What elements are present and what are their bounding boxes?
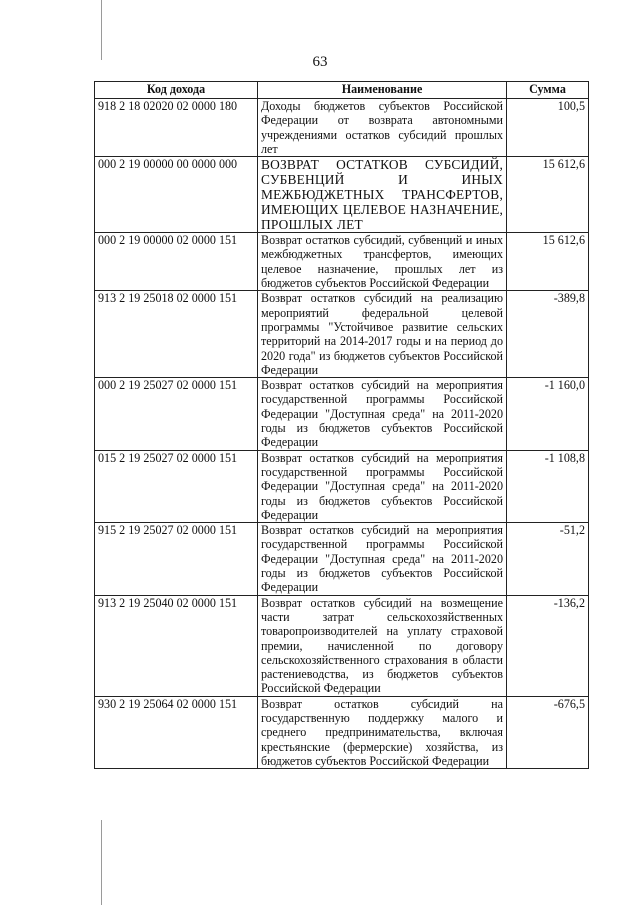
income-code-cell: 913 2 19 25040 02 0000 151 <box>95 595 258 696</box>
income-name-cell: ВОЗВРАТ ОСТАТКОВ СУБСИДИЙ, СУБВЕНЦИЙ И ИНЫХ МЕЖБЮДЖЕТНЫХ ТРАНСФЕРТОВ, ИМЕЮЩИХ ЦЕЛЕВОЕ НАЗНАЧЕНИЕ, ПРОШЛЫХ ЛЕТ <box>258 157 507 233</box>
income-name-cell: Возврат остатков субсидий на возмещение части затрат сельскохозяйственных товаропроизводителей на уплату страховой премии, начисленной по договору сельскохозяйственного страхования в области растениеводства, из бюджетов субъектов Российской Федерации <box>258 595 507 696</box>
income-name-cell: Возврат остатков субсидий на мероприятия государственной программы Российской Федерации "Доступная среда" на 2011-2020 годы из бюджетов субъектов Российской Федерации <box>258 378 507 450</box>
income-table <box>94 81 589 769</box>
income-sum-cell: -389,8 <box>507 291 589 378</box>
header-name: Наименование <box>258 82 507 99</box>
income-sum-cell: 15 612,6 <box>507 157 589 233</box>
income-code-cell: 930 2 19 25064 02 0000 151 <box>95 696 258 768</box>
scan-margin-mark <box>101 0 102 60</box>
income-sum-cell: -136,2 <box>507 595 589 696</box>
income-name-cell: Возврат остатков субсидий, субвенций и иных межбюджетных трансфертов, имеющих целевое назначение, прошлых лет из бюджетов субъектов Российской Федерации <box>258 233 507 291</box>
table-row <box>95 291 589 378</box>
table-row <box>95 450 589 522</box>
table-row <box>95 99 589 157</box>
income-name-cell: Возврат остатков субсидий на государственную поддержку малого и среднего предпринимательства, включая крестьянские (фермерские) хозяйства, из бюджетов субъектов Российской Федерации <box>258 696 507 768</box>
income-code-cell: 918 2 18 02020 02 0000 180 <box>95 99 258 157</box>
scan-margin-mark <box>101 820 102 905</box>
table-row <box>95 523 589 595</box>
income-sum-cell: 100,5 <box>507 99 589 157</box>
table-row <box>95 233 589 291</box>
income-name-cell: Возврат остатков субсидий на реализацию мероприятий федеральной целевой программы "Устойчивое развитие сельских территорий на 2014-2017 годы и на период до 2020 года" из бюджетов субъектов Российской Федерации <box>258 291 507 378</box>
income-sum-cell: -1 108,8 <box>507 450 589 522</box>
income-code-cell: 015 2 19 25027 02 0000 151 <box>95 450 258 522</box>
income-code-cell: 000 2 19 25027 02 0000 151 <box>95 378 258 450</box>
table-row <box>95 595 589 696</box>
income-sum-cell: -676,5 <box>507 696 589 768</box>
income-code-cell: 915 2 19 25027 02 0000 151 <box>95 523 258 595</box>
income-sum-cell: 15 612,6 <box>507 233 589 291</box>
income-name-cell: Возврат остатков субсидий на мероприятия государственной программы Российской Федерации "Доступная среда" на 2011-2020 годы из бюджетов субъектов Российской Федерации <box>258 523 507 595</box>
page-number: 63 <box>312 54 328 70</box>
income-sum-cell: -1 160,0 <box>507 378 589 450</box>
header-sum: Сумма <box>507 82 589 99</box>
table-header-row <box>95 82 589 99</box>
header-code: Код дохода <box>95 82 258 99</box>
table-row <box>95 157 589 233</box>
income-code-cell: 000 2 19 00000 02 0000 151 <box>95 233 258 291</box>
table-row <box>95 378 589 450</box>
income-sum-cell: -51,2 <box>507 523 589 595</box>
income-name-cell: Возврат остатков субсидий на мероприятия государственной программы Российской Федерации "Доступная среда" на 2011-2020 годы из бюджетов субъектов Российской Федерации <box>258 450 507 522</box>
income-code-cell: 000 2 19 00000 00 0000 000 <box>95 157 258 233</box>
income-name-cell: Доходы бюджетов субъектов Российской Федерации от возврата автономными учреждениями остатков субсидий прошлых лет <box>258 99 507 157</box>
income-code-cell: 913 2 19 25018 02 0000 151 <box>95 291 258 378</box>
table-row <box>95 696 589 768</box>
